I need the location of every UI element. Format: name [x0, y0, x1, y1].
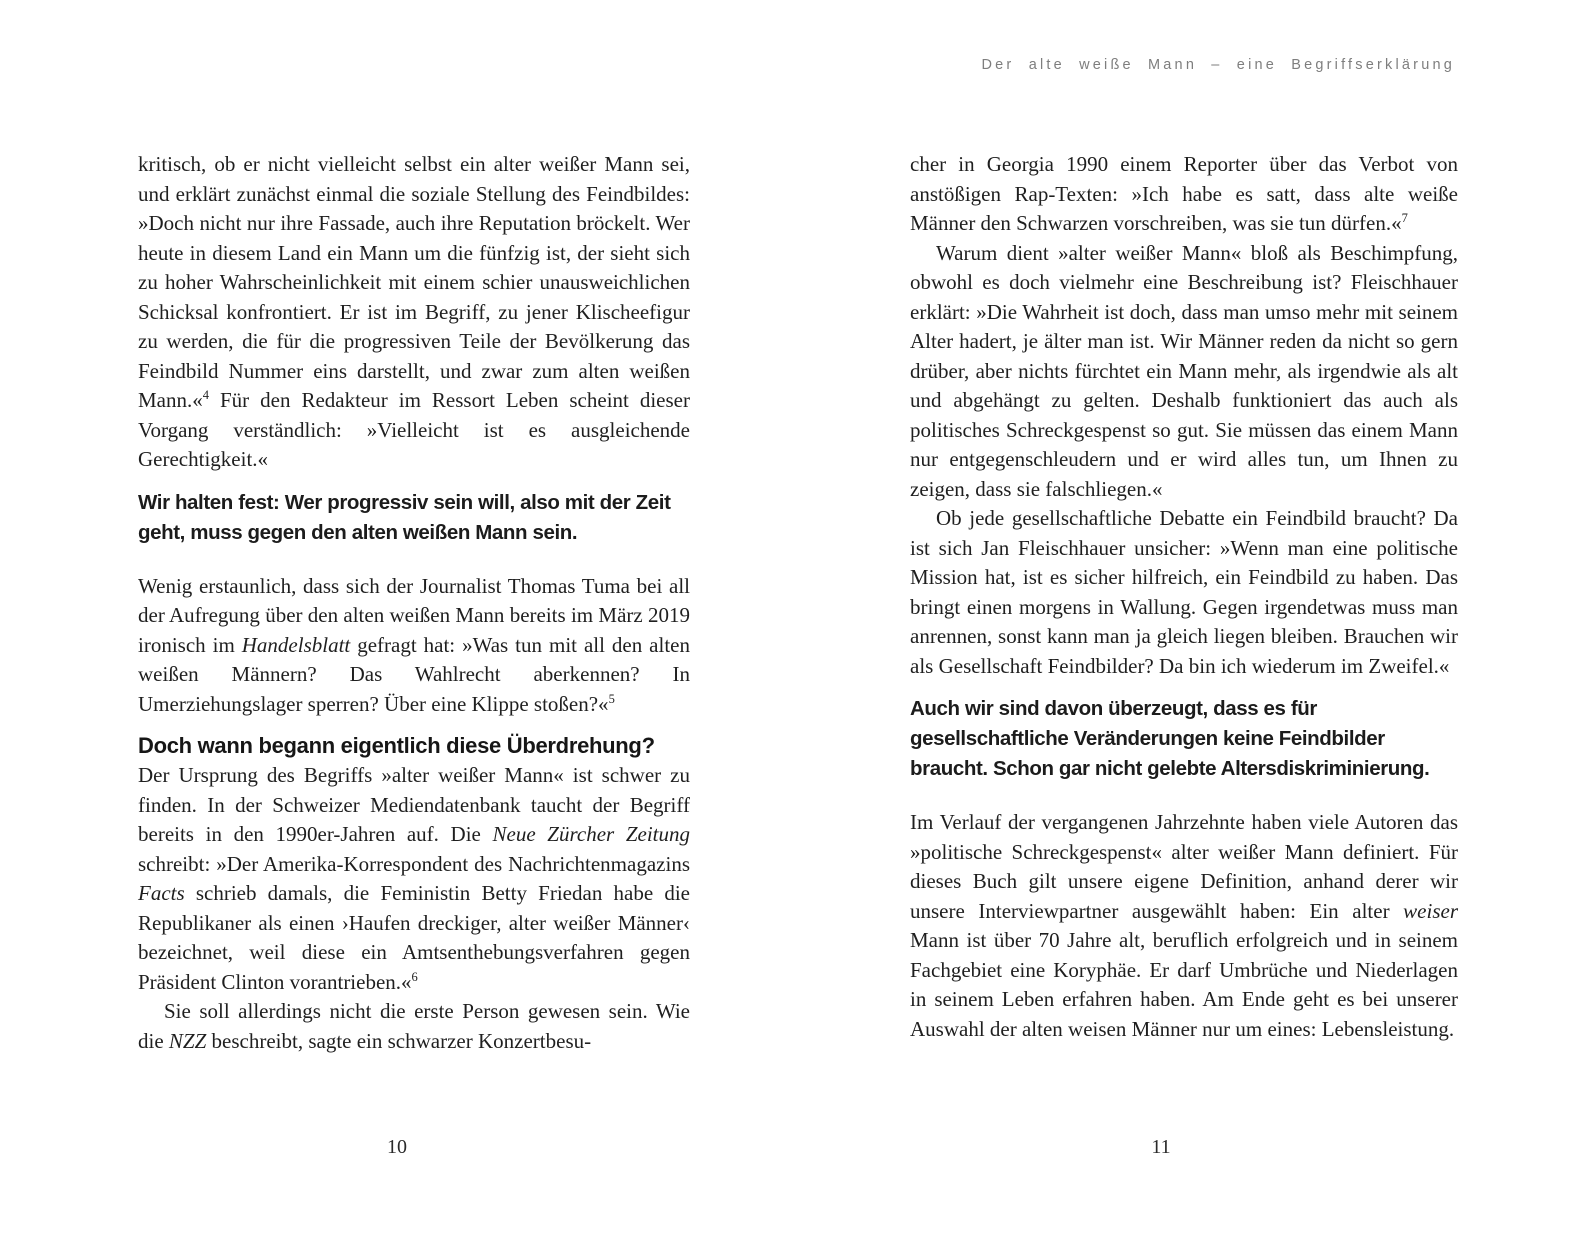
paragraph: Im Verlauf der vergangenen Jahrzehnte haben viele Autoren das »politische Schreckgespenst« alter weißer Mann definiert. Für dieses Buch gilt unsere eigene Definition, anhand derer wir unsere Interviewpartner ausgewählt haben: Ein alter weiser Mann ist über 70 Jahre alt, beruflich erfolgreich und in seinem Fachgebiet eine Koryphäe. Er darf Umbrüche und Niederlagen in seinem Leben erfahren haben. Am Ende geht es bei unserer Auswahl der alten weisen Männer nur um eines: Lebensleistung.	[910, 810, 1458, 1041]
paragraph: Ob jede gesellschaftliche Debatte ein Feindbild braucht? Da ist sich Jan Fleischhauer unsicher: »Wenn man eine politische Mission hat, ist es sicher hilfreich, ein Feindbild zu haben. Das bringt einen morgens in Wallung. Gegen irgendetwas muss man anrennen, sonst kann man ja gleich liegen bleiben. Brauchen wir als Gesellschaft Feindbilder? Da bin ich wiederum im Zweifel.«	[910, 506, 1458, 678]
subheading: Doch wann begann eigentlich diese Überdrehung?	[138, 733, 655, 758]
running-head: Der alte weiße Mann – eine Begriffserklärung	[981, 57, 1455, 73]
text-column-left	[138, 150, 690, 1056]
paragraph: Wenig erstaunlich, dass sich der Journalist Thomas Tuma bei all der Aufregung über den alten weißen Mann bereits im März 2019 ironisch im Handelsblatt gefragt hat: »Was tun mit all den alten weißen Männern? Das Wahlrecht aberkennen? In Umerziehungslager sperren? Über eine Klippe stoßen?«$^5$	[138, 573, 690, 716]
paragraph: Sie soll allerdings nicht die erste Person gewesen sein. Wie die NZZ beschreibt, sagte ein schwarzer Konzertbesu-	[138, 999, 690, 1053]
page-number: 11	[1151, 1136, 1171, 1158]
paragraph: cher in Georgia 1990 einem Reporter über das Verbot von anstößigen Rap-Texten: »Ich habe es satt, dass alte weiße Männer den Schwarzen vorschreiben, was sie tun dürfen.«$^7$	[910, 152, 1458, 235]
page-number: 10	[387, 1136, 407, 1158]
paragraph: kritisch, ob er nicht vielleicht selbst ein alter weißer Mann sei, und erklärt zunächst einmal die soziale Stellung des Feindbildes: »Doch nicht nur ihre Fassade, auch ihre Reputation bröckelt. Wer heute in diesem Land ein Mann um die fünfzig ist, der sieht sich zu hoher Wahrscheinlichkeit mit einem schier unausweichlichen Schicksal konfrontiert. Er ist im Begriff, zu jener Klischeefigur zu werden, die für die progressiven Teile der Bevölkerung das Feindbild Nummer eins darstellt, und zwar zum alten weißen Mann.«$^4$ Für den Redakteur im Ressort Leben scheint dieser Vorgang verständlich: »Vielleicht ist es ausgleichende Gerechtigkeit.«	[138, 152, 690, 471]
pull-quote: Wir halten fest: Wer progressiv sein will, also mit der Zeit geht, muss gegen den alten weißen Mann sein.	[138, 490, 671, 544]
paragraph: Warum dient »alter weißer Mann« bloß als Beschimpfung, obwohl es doch vielmehr eine Beschreibung ist? Fleischhauer erklärt: »Die Wahrheit ist doch, dass man umso mehr mit seinem Alter hadert, je älter man ist. Wir Männer reden da nicht so gern drüber, aber nichts fürchtet ein Mann mehr, als irgendwie als alt und abgehängt zu gelten. Deshalb funktioniert das auch als politisches Schreckgespenst so gut. Sie müssen das einem Mann nur entgegenschleudern und er wird alles tun, um Ihnen zu zeigen, dass sie falschliegen.«	[910, 240, 1458, 501]
paragraph: Der Ursprung des Begriffs »alter weißer Mann« ist schwer zu finden. In der Schweizer Mediendatenbank taucht der Begriff bereits in den 1990er-Jahren auf. Die Neue Zürcher Zeitung schreibt: »Der Amerika-Korrespondent des Nachrichtenmagazins Facts schrieb damals, die Feministin Betty Friedan habe die Republikaner als einen ›Haufen dreckiger, alter weißer Männer‹ bezeichnet, weil diese ein Amtsenthebungsverfahren gegen Präsident Clinton vorantrieben.«$^6$	[138, 763, 690, 994]
text-column-right	[910, 150, 1458, 1044]
pull-quote: Auch wir sind davon überzeugt, dass es für gesellschaftliche Veränderungen keine Feindbilder braucht. Schon gar nicht gelebte Altersdiskriminierung.	[910, 697, 1430, 780]
